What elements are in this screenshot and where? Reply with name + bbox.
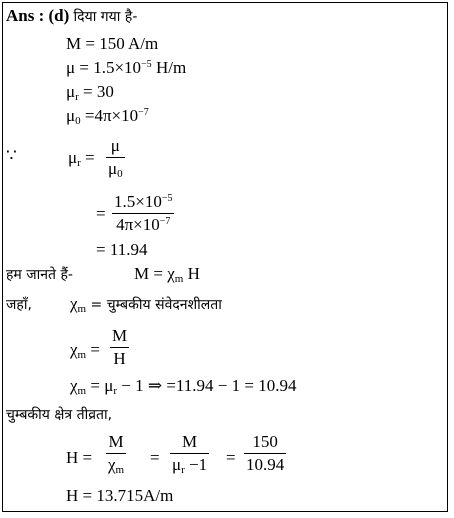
since-mur: $\mu_r$ =	[68, 148, 95, 169]
given-label: दिया गया है-	[73, 9, 138, 25]
given-mu0: $\mu_0 =4\pi\times 10^{-7}$	[66, 106, 149, 127]
fraction-bar	[112, 213, 174, 214]
h-fraction-3: 150 10.94	[246, 432, 285, 474]
chi-frac-lhs: $\chi_m$ =	[70, 340, 100, 361]
chi-fraction: M H	[112, 326, 128, 368]
fraction-bar	[106, 453, 126, 454]
mur-value-fraction: $1.5\times 10^{-5}$ $4\pi\times 10^{-7}$	[114, 192, 173, 234]
h-fraction-1: M $\chi_m$	[108, 432, 125, 476]
mur-result: = 11.94	[96, 240, 148, 259]
since-symbol: ∵	[6, 146, 17, 165]
eq-sign-h2: =	[150, 448, 160, 467]
m-chi-h: $M = \chi_m$ H	[134, 264, 200, 285]
given-mur: $\mu_r = 30$	[66, 82, 114, 103]
answer-heading	[6, 6, 137, 27]
given-mu: $\mu = 1.5\times 10^{-5}$ H/m	[66, 58, 187, 77]
given-m: M = 150 A/m	[66, 34, 159, 53]
fraction-bar	[110, 347, 129, 348]
h-fraction-2: M $\mu_r -1$	[172, 432, 208, 476]
answer-label: Ans : (d)	[6, 6, 70, 25]
h-lhs: H =	[66, 448, 93, 467]
fraction-bar	[244, 453, 286, 454]
intensity-label: चुम्बकीय क्षेत्र तीव्रता,	[6, 407, 113, 423]
fraction-bar	[106, 157, 125, 158]
final-answer: H = 13.715A/m	[66, 486, 174, 505]
know-line: हम जानते हैं-	[6, 267, 73, 283]
eq-sign-2: =	[96, 204, 106, 223]
mur-fraction: μ $\mu_0$	[108, 136, 123, 180]
chi-calculation: $\chi_m = \mu_r - 1$ ⇒ =11.94 − 1 = 10.94	[70, 376, 297, 397]
answer-box	[2, 2, 448, 512]
eq-sign-h3: =	[226, 448, 236, 467]
chi-definition: $\chi_m$ = चुम्बकीय संवेदनशीलता	[70, 294, 222, 315]
where-label: जहाँ,	[6, 297, 32, 313]
fraction-bar	[170, 453, 209, 454]
